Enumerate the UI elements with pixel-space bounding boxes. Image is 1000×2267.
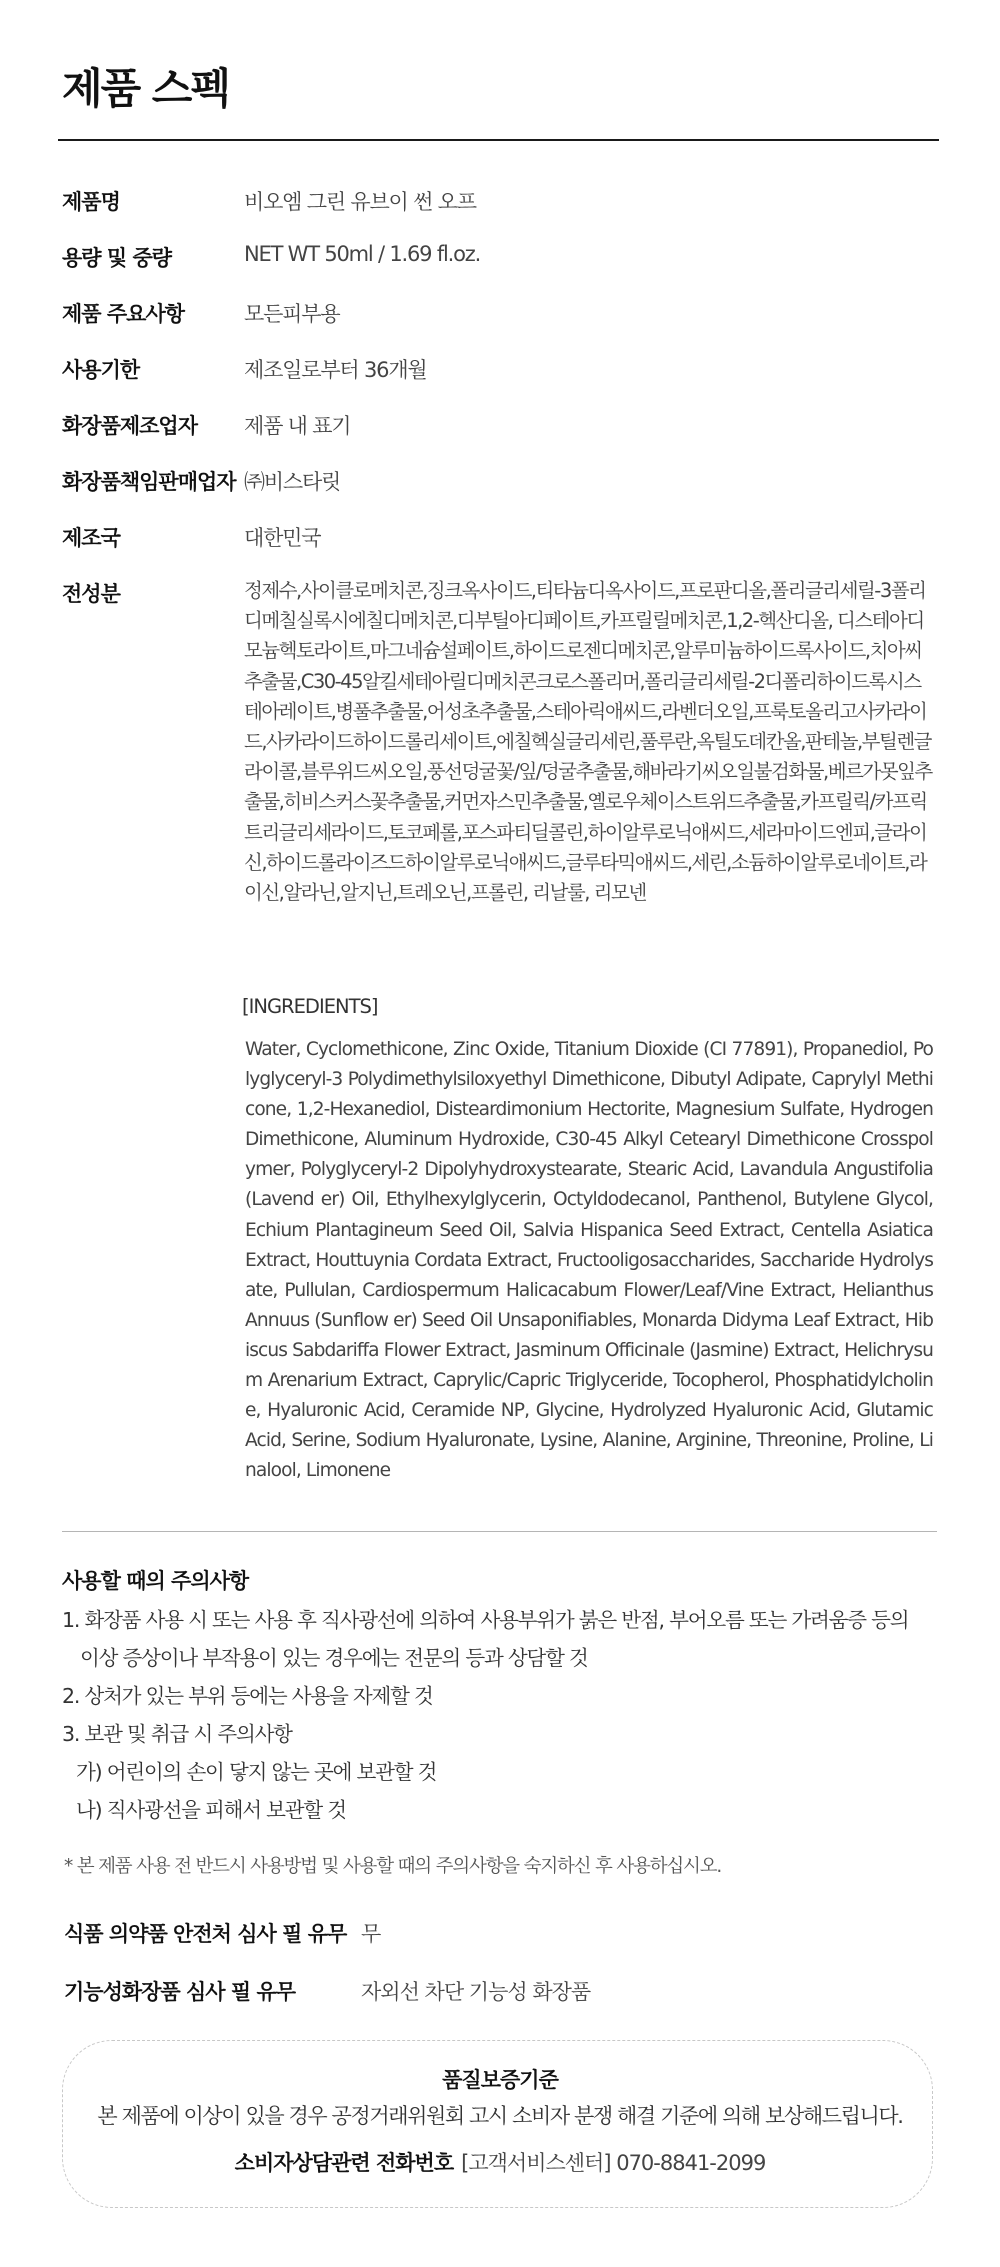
spec-value: 비오엠 그린 유브이 썬 오프 [244, 190, 476, 214]
caution-line: 가) 어린이의 손이 닿지 않는 곳에 보관할 것 [76, 1760, 437, 1784]
spec-value: 모든피부용 [244, 302, 340, 326]
caution-line: 이상 증상이나 부작용이 있는 경우에는 전문의 등과 상담할 것 [80, 1646, 588, 1670]
review-value-food-drug: 무 [361, 1922, 381, 1946]
ingredients-english: Water, Cyclomethicone, Zinc Oxide, Titanium Dioxide (CI 77891), Propanediol, Polyglyceryl-3 Polydimethylsiloxyethyl Dimethicone, Dibutyl Adipate, Caprylyl Methicone, 1,2-Hexanediol, Disteardimonium Hectorite, Magnesium Sulfate, Hydrogen Dimethicone, Aluminum Hydroxide, C30-45 Alkyl Cetearyl Dimethicone Crosspolymer, Polyglyceryl-2 Dipolyhydroxystearate, Stearic Acid, Lavandula Angustifolia (Lavend er) Oil, Ethylhexylglycerin, Octyldodecanol, Panthenol, Butylene Glycol, Echium Plantagineum Seed Oil, Salvia Hispanica Seed Extract, Centella Asiatica Extract, Houttuynia Cordata Extract, Fructooligosaccharides, Saccharide Hydrolysate, Pullulan, Cardiospermum Halicacabum Flower/Leaf/Vine Extract, Helianthus Annuus (Sunflow er) Seed Oil Unsaponifiables, Monarda Didyma Leaf Extract, Hibiscus Sabdariffa Flower Extract, Jasminum Officinale (Jasmine) Extract, Helichrysum Arenarium Extract, Caprylic/Capric Triglyceride, Tocopherol, Phosphatidylcholine, Hyaluronic Acid, Ceramide NP, Glycine, Hydrolyzed Hyaluronic Acid, Glutamic Acid, Serine, Sodium Hyaluronate, Lysine, Alanine, Arginine, Threonine, Proline, Linalool, Limonene [245, 1039, 933, 1482]
caution-line: 2. 상처가 있는 부위 등에는 사용을 자제할 것 [62, 1684, 433, 1708]
caution-title: 사용할 때의 주의사항 [62, 1569, 249, 1593]
spec-label: 전성분 [62, 582, 120, 606]
review-value-functional: 자외선 차단 기능성 화장품 [361, 1980, 591, 2004]
ingredients-korean: 정제수,사이클로메치콘,징크옥사이드,티타늄디옥사이드,프로판디올,폴리글리세릴-3폴리디메칠실록시에칠디메치콘,디부틸아디페이트,카프릴릴메치콘,1,2-헥산디올, 디스테아디모늄헥토라이트,마그네슘설페이트,하이드로젠디메치콘,알루미늄하이드록사이드,치아씨추출물,C30-45알킬세테아릴디메치콘크로스폴리머,폴리글리세릴-2디폴리하이드록시스테아레이트,병풀추출물,어성초추출물,스테아릭애씨드,라벤더오일,프룩토올리고사카라이드,사카라이드하이드롤리세이트,에칠헥실글리세린,풀루란,옥틸도데칸올,판테놀,부틸렌글라이콜,블루위드씨오일,풍선덩굴꽃/잎/덩굴추출물,해바라기씨오일불검화물,베르가못잎추출물,히비스커스꽃추출물,커먼자스민추출물,옐로우체이스트위드추출물,카프릴릭/카프릭트리글리세라이드,토코페롤,포스파티딜콜린,하이알루로닉애씨드,세라마이드엔피,글라이신,하이드롤라이즈드하이알루로닉애씨드,글루타믹애씨드,세린,소듐하이알루로네이트,라이신,알라닌,알지닌,트레오닌,프롤린, 리날룰, 리모넨 [244, 579, 932, 905]
caution-line: 나) 직사광선을 피해서 보관할 것 [76, 1798, 346, 1822]
quality-title: 품질보증기준 [442, 2068, 558, 2092]
spec-label: 화장품제조업자 [62, 414, 198, 438]
ingredients-english-title: [INGREDIENTS] [242, 995, 378, 1018]
quality-body: 본 제품에 이상이 있을 경우 공정거래위원회 고시 소비자 분쟁 해결 기준에 의해 보상해드립니다. [97, 2104, 903, 2128]
contact-phone: [고객서비스센터] 070-8841-2099 [461, 2151, 766, 2175]
spec-label: 사용기한 [62, 358, 140, 382]
review-label-functional: 기능성화장품 심사 필 유무 [64, 1980, 296, 2004]
spec-value: ㈜비스타릿 [244, 470, 341, 494]
spec-label: 제조국 [62, 526, 120, 550]
spec-value: 대한민국 [244, 526, 321, 550]
caution-line: 3. 보관 및 취급 시 주의사항 [62, 1722, 292, 1746]
spec-label: 용량 및 중량 [62, 246, 172, 270]
spec-label: 제품명 [62, 190, 120, 214]
caution-line: 1. 화장품 사용 시 또는 사용 후 직사광선에 의하여 사용부위가 붉은 반점, 부어오름 또는 가려움증 등의 [62, 1608, 909, 1632]
title-divider [58, 139, 939, 141]
spec-value: NET WT 50ml / 1.69 fl.oz. [244, 242, 481, 266]
review-label-food-drug: 식품 의약품 안전처 심사 필 유무 [64, 1922, 347, 1946]
spec-value: 제조일로부터 36개월 [244, 358, 427, 382]
spec-label: 화장품책임판매업자 [62, 470, 236, 494]
spec-label: 제품 주요사항 [62, 302, 185, 326]
page-title: 제품 스펙 [62, 64, 229, 113]
section-divider [62, 1531, 937, 1532]
spec-value: 제품 내 표기 [244, 414, 351, 438]
contact-label: 소비자상담관련 전화번호 [234, 2151, 454, 2175]
caution-note: * 본 제품 사용 전 반드시 사용방법 및 사용할 때의 주의사항을 숙지하신 후 사용하십시오. [64, 1856, 722, 1877]
consumer-contact [0, 2147, 1000, 2177]
